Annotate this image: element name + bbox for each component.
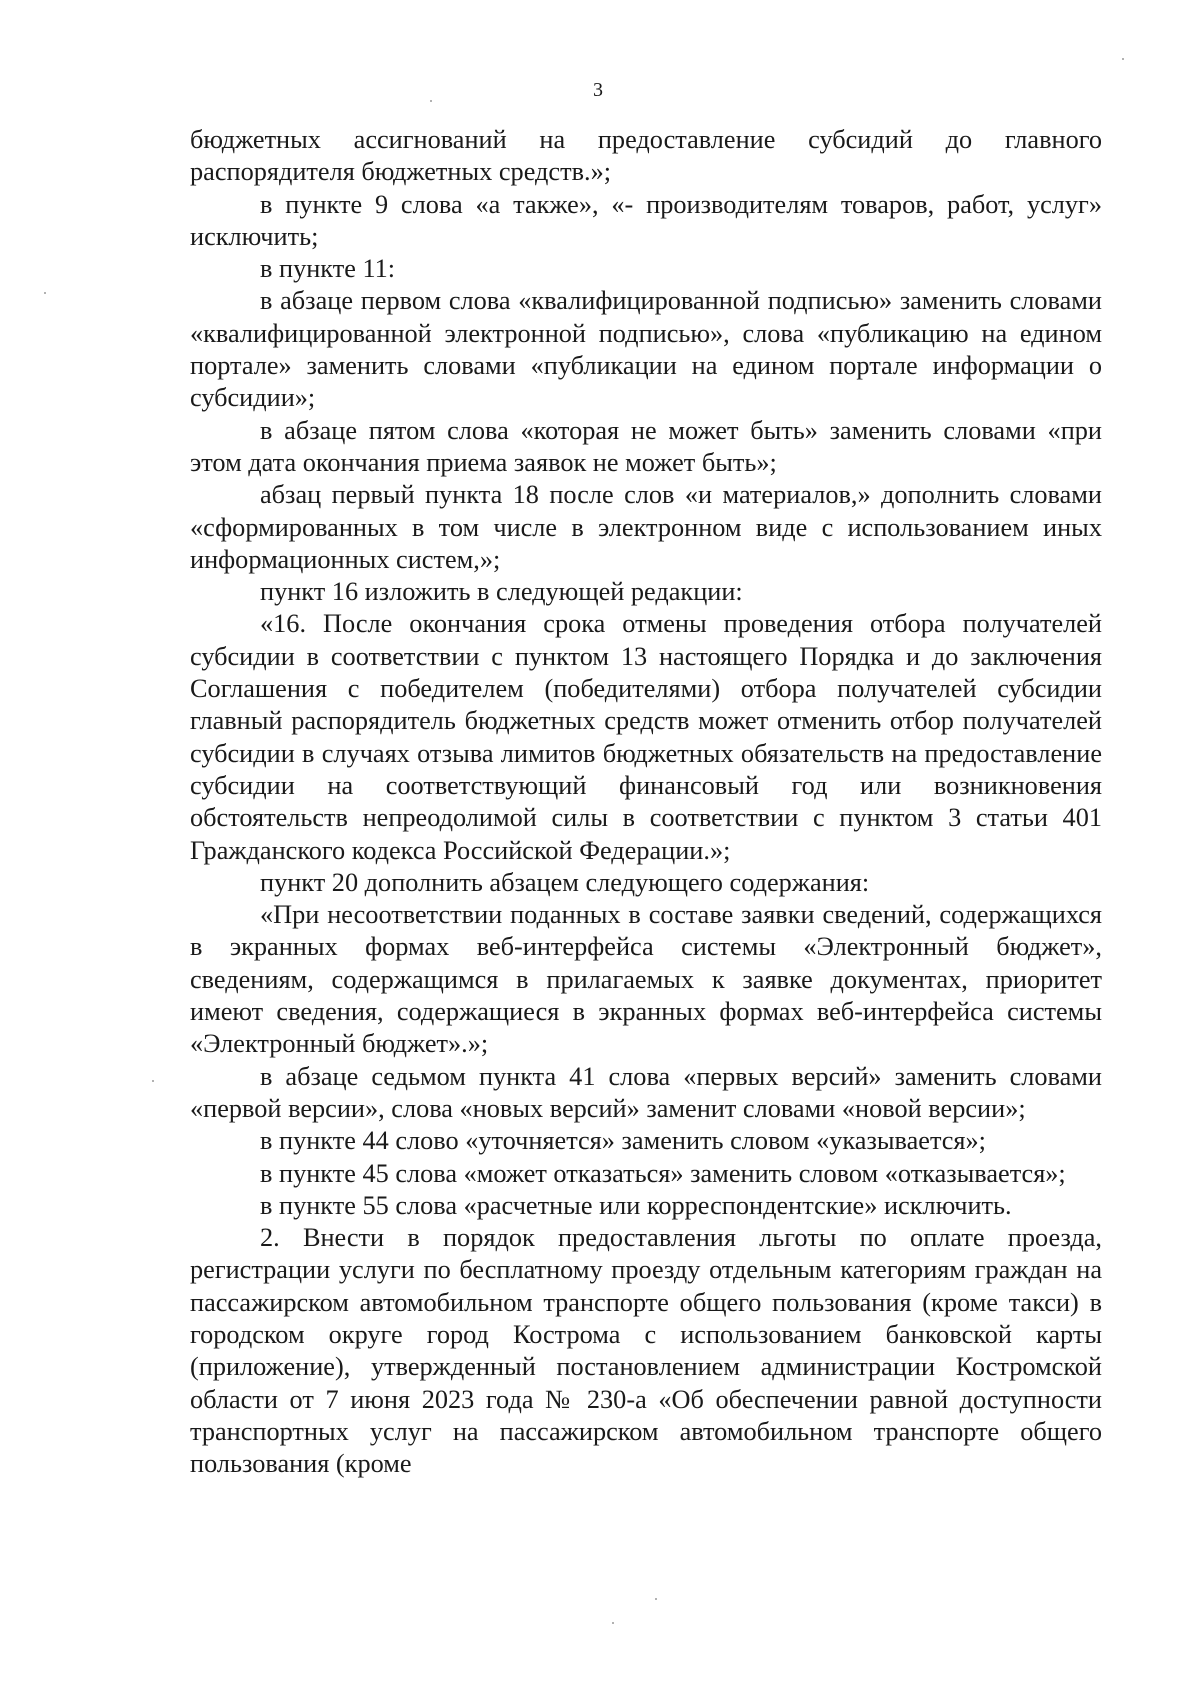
paragraph-item-41: в абзаце седьмом пункта 41 слова «первых версий» заменить словами «первой версии», слова «новых версий» заменит словами «новой версии»;	[190, 1061, 1102, 1123]
paragraph-item-16-text: «16. После окончания срока отмены проведения отбора получателей субсидии в соответствии с пунктом 13 настоящего Порядка и до заключения Соглашения с победителем (победителями) отбора получателей субсидии главный распорядитель бюджетных средств может отменить отбор получателей субсидии в случаях отзыва лимитов бюджетных обязательств на предоставление субсидии на соответствующий финансовый год или возникновения обстоятельств непреодолимой силы в соответствии с пунктом 3 статьи 401 Гражданского кодекса Российской Федерации.»;	[190, 609, 1102, 865]
paragraph-continuation: бюджетных ассигнований на предоставление субсидий до главного распорядителя бюджетных средств.»;	[190, 125, 1102, 187]
paragraph-item-18: абзац первый пункта 18 после слов «и материалов,» дополнить словами «сформированных в том числе в электронном виде с использованием иных информационных систем,»;	[190, 480, 1102, 574]
paragraph-item-11-first: в абзаце первом слова «квалифицированной подписью» заменить словами «квалифицированной электронной подписью», слова «публикацию на едином портале» заменить словами «публикации на едином портале информации о субсидии»;	[190, 286, 1102, 413]
scan-speck	[1122, 58, 1124, 60]
document-body	[190, 124, 1102, 1480]
paragraph-item-9: в пункте 9 слова «а также», «- производителям товаров, работ, услуг» исключить;	[190, 189, 1102, 251]
paragraph-item-11-fifth: в абзаце пятом слова «которая не может быть» заменить словами «при этом дата окончания приема заявок не может быть»;	[190, 415, 1102, 477]
paragraph-item-20-text: «При несоответствии поданных в составе заявки сведений, содержащихся в экранных формах веб-интерфейса системы «Электронный бюджет», сведениям, содержащимся в прилагаемых к заявке документах, приоритет имеют сведения, содержащиеся в экранных формах веб-интерфейса системы «Электронный бюджет».»;	[190, 900, 1102, 1059]
paragraph-item-16-heading: пункт 16 изложить в следующей редакции:	[260, 577, 743, 607]
scan-speck	[430, 100, 432, 102]
paragraph-item-11-heading: в пункте 11:	[260, 254, 396, 284]
scan-speck	[44, 292, 46, 294]
paragraph-item-44: в пункте 44 слово «уточняется» заменить словом «указывается»;	[260, 1126, 986, 1156]
scan-speck	[612, 1622, 614, 1624]
paragraph-section-2: 2. Внести в порядок предоставления льготы по оплате проезда, регистрации услуги по бесплатному проезду отдельным категориям граждан на пассажирском автомобильном транспорте общего пользования (кроме такси) в городском округе город Кострома с использованием банковской карты (приложение), утвержденный постановлением администрации Костромской области от 7 июня 2023 года № 230-а «Об обеспечении равной доступности транспортных услуг на пассажирском автомобильном транспорте общего пользования (кроме	[190, 1223, 1102, 1479]
scan-speck	[152, 1080, 154, 1082]
scan-speck	[655, 1598, 657, 1600]
paragraph-item-45: в пункте 45 слова «может отказаться» заменить словом «отказывается»;	[260, 1158, 1066, 1188]
paragraph-item-55: в пункте 55 слова «расчетные или корреспондентские» исключить.	[260, 1190, 1012, 1220]
paragraph-item-20-heading: пункт 20 дополнить абзацем следующего содержания:	[260, 867, 870, 897]
page-number: 3	[593, 79, 603, 101]
